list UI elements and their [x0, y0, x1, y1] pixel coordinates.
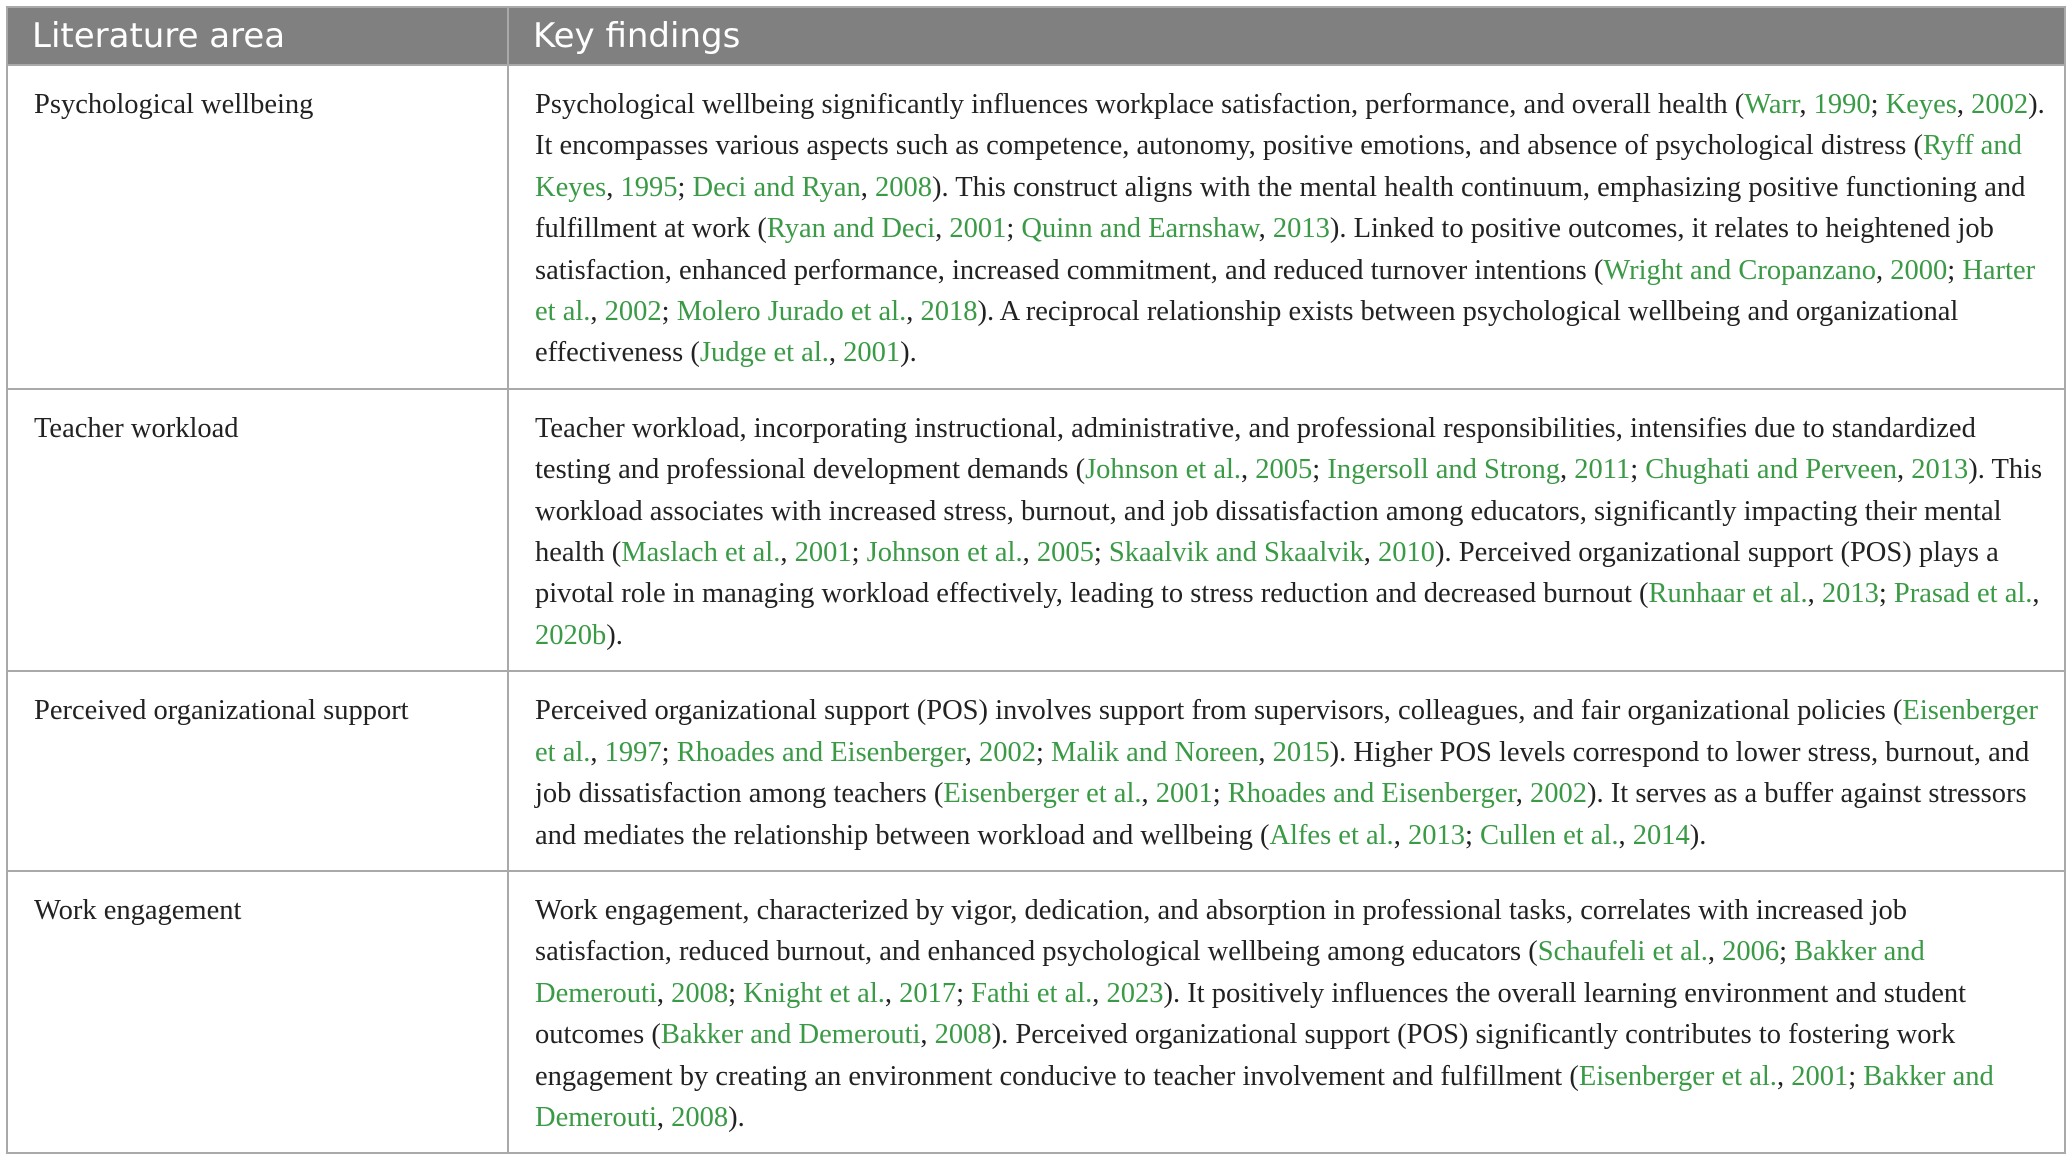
findings-text: ). It positively influences the overall learning environment and student outcomes (: [535, 977, 1967, 1051]
citation-link[interactable]: Eisenberger et al.: [1578, 1060, 1777, 1092]
citation-link[interactable]: Skaalvik and Skaalvik: [1108, 537, 1364, 569]
citation-link[interactable]: 2008: [875, 171, 932, 203]
findings-text: Work engagement, characterized by vigor, dedication, and absorption in professional tasks, correlates with increased job satisfaction, reduced burnout, and enhanced psychological wellbeing among educators (: [535, 894, 1908, 968]
findings-text: Perceived organizational support (POS) involves support from supervisors, colleagues, and fair organizational policies (: [535, 695, 1903, 727]
citation-link[interactable]: Bakker and Demerouti: [535, 1060, 1994, 1133]
citation-link[interactable]: 1995: [620, 171, 678, 203]
findings-text: ;: [661, 296, 677, 328]
table-body: [8, 65, 2064, 1152]
citation-link[interactable]: 2008: [671, 1101, 729, 1133]
citation-link[interactable]: 2014: [1632, 819, 1690, 851]
findings-text: ;: [1848, 1060, 1864, 1092]
citation-link[interactable]: 2020b: [535, 619, 607, 651]
citation-link[interactable]: Ingersoll and Strong: [1327, 454, 1561, 486]
findings-text: ,: [1241, 454, 1256, 486]
findings-text: ;: [1312, 454, 1328, 486]
citation-link[interactable]: Bakker and Demerouti: [535, 936, 1925, 1009]
findings-text: ;: [661, 736, 677, 768]
citation-link[interactable]: Knight et al.: [743, 977, 885, 1009]
citation-link[interactable]: 1997: [604, 736, 662, 768]
findings-text: ,: [884, 977, 900, 1009]
findings-text: ;: [728, 977, 744, 1009]
findings-text: ). A reciprocal relationship exists between psychological wellbeing and organizational effectiveness (: [535, 296, 1959, 369]
findings-text: ,: [1258, 736, 1273, 768]
literature-area-cell: Work engagement: [8, 871, 508, 1152]
findings-text: ,: [1896, 454, 1912, 486]
table-row: [8, 671, 2064, 871]
findings-text: ). It encompasses various aspects such as competence, autonomy, positive emotions, and absence of psychological distress (: [535, 89, 2045, 162]
findings-text: ). Linked to positive outcomes, it relates to heightened job satisfaction, enhanced performance, increased commitment, and reduced turnover intentions (: [535, 213, 1994, 286]
findings-text: ,: [1022, 537, 1037, 569]
citation-link[interactable]: Wright and Cropanzano: [1603, 254, 1877, 286]
findings-text: ;: [1779, 936, 1795, 968]
citation-link[interactable]: Quinn and Earnshaw: [1021, 213, 1259, 245]
citation-link[interactable]: 2008: [671, 977, 729, 1009]
citation-link[interactable]: Eisenberger et al.: [943, 778, 1142, 810]
findings-text: ;: [1878, 578, 1894, 610]
literature-area-cell: Teacher workload: [8, 389, 508, 671]
citation-link[interactable]: Ryff and Keyes: [535, 130, 2022, 203]
table-row: [8, 65, 2064, 389]
citation-link[interactable]: Runhaar et al.: [1648, 578, 1808, 610]
key-findings-cell: [508, 871, 2064, 1152]
citation-link[interactable]: Johnson et al.: [866, 537, 1023, 569]
citation-link[interactable]: 2008: [934, 1019, 992, 1051]
citation-link[interactable]: 2023: [1106, 977, 1164, 1009]
citation-link[interactable]: 2002: [604, 296, 662, 328]
findings-text: ,: [920, 1019, 935, 1051]
findings-text: ,: [1956, 89, 1972, 120]
table: [8, 8, 2064, 1152]
header-literature-area: Literature area: [8, 8, 508, 65]
findings-text: ,: [780, 537, 795, 569]
findings-text: ,: [656, 977, 672, 1009]
citation-link[interactable]: 2010: [1378, 537, 1435, 569]
findings-text: ,: [1141, 778, 1156, 810]
citation-link[interactable]: 2013: [1272, 213, 1330, 245]
findings-text: ). It serves as a buffer against stressors and mediates the relationship between workload and wellbeing (: [535, 778, 2027, 851]
literature-area-cell: Perceived organizational support: [8, 671, 508, 871]
citation-link[interactable]: 2013: [1407, 819, 1465, 851]
citation-link[interactable]: Johnson et al.: [1085, 454, 1242, 486]
citation-link[interactable]: Eisenberger et al.: [535, 695, 2038, 768]
key-findings-cell: [508, 671, 2064, 871]
literature-area-cell: Psychological wellbeing: [8, 65, 508, 389]
findings-text: ). Perceived organizational support (POS) plays a pivotal role in managing workload effectively, leading to stress reduction and decreased burnout (: [535, 537, 1999, 610]
findings-text: ,: [964, 736, 979, 768]
citation-link[interactable]: 2002: [1530, 778, 1588, 810]
findings-text: ,: [1515, 778, 1531, 810]
header-key-findings: Key findings: [508, 8, 2064, 65]
findings-text: ,: [1876, 254, 1891, 286]
findings-text: ,: [2032, 578, 2040, 610]
findings-text: ,: [860, 171, 875, 203]
citation-link[interactable]: Ryan and Deci: [766, 213, 936, 245]
findings-text: ;: [1464, 819, 1480, 851]
findings-text: ).: [1689, 819, 1707, 851]
citation-link[interactable]: 2000: [1890, 254, 1948, 286]
table-row: [8, 389, 2064, 671]
table-header: [8, 8, 2064, 65]
findings-text: ,: [1799, 89, 1814, 120]
findings-text: ,: [935, 213, 950, 245]
key-findings-cell: [508, 389, 2064, 671]
findings-text: ).: [900, 337, 917, 369]
findings-text: ;: [1947, 254, 1963, 286]
citation-link[interactable]: 2002: [978, 736, 1036, 768]
citation-link[interactable]: 2017: [899, 977, 957, 1009]
findings-text: ,: [1560, 454, 1575, 486]
findings-text: ,: [606, 171, 621, 203]
citation-link[interactable]: Malik and Noreen: [1050, 736, 1259, 768]
findings-text: ,: [1618, 819, 1633, 851]
findings-text: ,: [1092, 977, 1107, 1009]
citation-link[interactable]: Rhoades and Eisenberger: [1227, 778, 1516, 810]
citation-link[interactable]: Fathi et al.: [971, 977, 1093, 1009]
citation-link[interactable]: 2005: [1036, 537, 1094, 569]
citation-link[interactable]: 2001: [794, 537, 852, 569]
findings-text: ;: [1630, 454, 1646, 486]
citation-link[interactable]: 2001: [949, 213, 1007, 245]
citation-link[interactable]: 2013: [1911, 454, 1969, 486]
findings-text: Teacher workload, incorporating instructional, administrative, and professional responsibilities, intensifies due to standardized testing and professional development demands (: [535, 412, 1976, 486]
findings-text: ).: [728, 1101, 745, 1133]
citation-link[interactable]: 2018: [920, 296, 978, 328]
findings-text: ). Perceived organizational support (POS) significantly contributes to fostering work engagement by creating an environment conducive to teacher involvement and fulfillment (: [535, 1019, 1956, 1092]
findings-text: ;: [677, 171, 693, 203]
citation-link[interactable]: 2001: [843, 337, 901, 369]
citation-link[interactable]: 2011: [1574, 454, 1631, 486]
findings-text: ,: [590, 736, 605, 768]
citation-link[interactable]: Rhoades and Eisenberger: [676, 736, 965, 768]
findings-text: ,: [590, 296, 605, 328]
citation-link[interactable]: Bakker and Demerouti: [660, 1019, 921, 1051]
citation-link[interactable]: Maslach et al.: [621, 537, 781, 569]
citation-link[interactable]: 2015: [1272, 736, 1330, 768]
citation-link[interactable]: 2001: [1155, 778, 1213, 810]
findings-text: ;: [1212, 778, 1228, 810]
citation-link[interactable]: Cullen et al.: [1479, 819, 1619, 851]
citation-link[interactable]: 2002: [1971, 89, 2029, 120]
findings-text: ). This workload associates with increased stress, burnout, and job dissatisfaction among educators, significantly impacting their mental health (: [535, 454, 2043, 569]
findings-text: ,: [1776, 1060, 1792, 1092]
citation-link[interactable]: Warr: [1744, 89, 1800, 120]
citation-link[interactable]: 2006: [1722, 936, 1780, 968]
citation-link[interactable]: Alfes et al.: [1269, 819, 1394, 851]
findings-text: ;: [1006, 213, 1022, 245]
citation-link[interactable]: 2005: [1255, 454, 1313, 486]
key-findings-cell: [508, 65, 2064, 389]
citation-link[interactable]: Chughati and Perveen: [1645, 454, 1897, 486]
findings-text: Psychological wellbeing significantly influences workplace satisfaction, performance, and overall health (: [535, 89, 1745, 120]
findings-text: ).: [606, 619, 623, 651]
findings-text: ). Higher POS levels correspond to lower stress, burnout, and job dissatisfaction among teachers (: [535, 736, 2030, 810]
citation-link[interactable]: 2013: [1821, 578, 1879, 610]
findings-text: ). This construct aligns with the mental health continuum, emphasizing positive functioning and fulfillment at work (: [535, 171, 2026, 245]
citation-link[interactable]: Molero Jurado et al.: [676, 296, 907, 328]
findings-text: ;: [1035, 736, 1051, 768]
findings-text: ,: [828, 337, 844, 369]
citation-link[interactable]: Deci and Ryan: [692, 171, 861, 203]
findings-text: ;: [1870, 89, 1886, 120]
findings-text: ;: [956, 977, 972, 1009]
citation-link[interactable]: Keyes: [1885, 89, 1957, 120]
findings-text: ,: [1807, 578, 1822, 610]
findings-text: ,: [1393, 819, 1408, 851]
findings-text: ;: [1093, 537, 1109, 569]
findings-text: ,: [1363, 537, 1378, 569]
citation-link[interactable]: 2001: [1791, 1060, 1849, 1092]
table-row: [8, 871, 2064, 1152]
citation-link[interactable]: Prasad et al.: [1893, 578, 2033, 610]
findings-text: ,: [906, 296, 921, 328]
citation-link[interactable]: Schaufeli et al.: [1537, 936, 1708, 968]
citation-link[interactable]: Harter et al.: [535, 254, 2036, 328]
findings-text: ,: [656, 1101, 672, 1133]
citation-link[interactable]: Judge et al.: [699, 337, 829, 369]
findings-text: ,: [1707, 936, 1723, 968]
literature-table: [6, 6, 2066, 1154]
citation-link[interactable]: 1990: [1813, 89, 1871, 120]
findings-text: ;: [851, 537, 867, 569]
findings-text: ,: [1258, 213, 1273, 245]
